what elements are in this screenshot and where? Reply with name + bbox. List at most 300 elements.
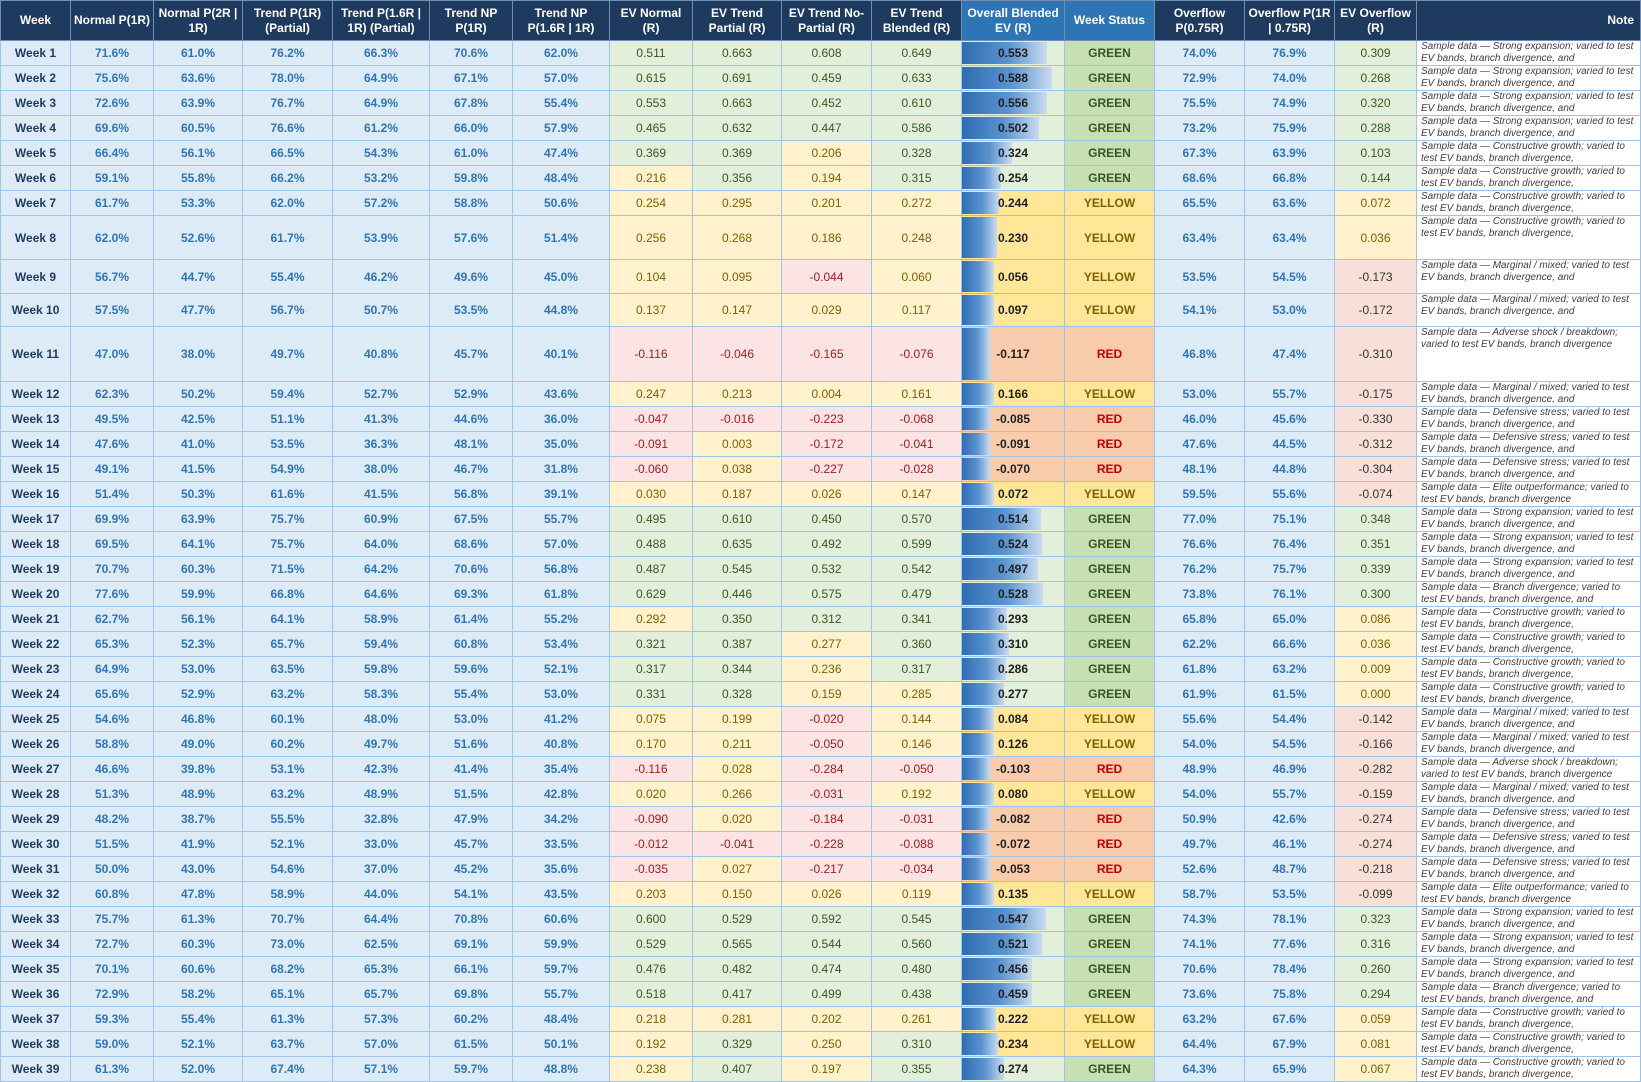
cell-note[interactable]: Sample data — Constructive growth; varied to test EV bands, branch divergence,	[1417, 682, 1641, 707]
cell-trend-p16r[interactable]: 59.8%	[333, 657, 430, 682]
cell-trend-p1r[interactable]: 76.7%	[243, 91, 333, 116]
cell-normal-p2r[interactable]: 52.6%	[154, 216, 243, 260]
cell-trend-np-p1r[interactable]: 54.1%	[430, 882, 513, 907]
cell-ev-trend-blended[interactable]: 0.610	[872, 91, 962, 116]
cell-ev-trend-blended[interactable]: 0.117	[872, 294, 962, 327]
cell-ev-overflow[interactable]: -0.159	[1335, 782, 1417, 807]
cell-overall-blended-ev[interactable]	[962, 507, 1065, 532]
cell-overall-blended-ev[interactable]	[962, 607, 1065, 632]
cell-trend-p16r[interactable]: 40.8%	[333, 327, 430, 382]
cell-ev-overflow[interactable]: 0.081	[1335, 1032, 1417, 1057]
cell-normal-p2r[interactable]: 42.5%	[154, 407, 243, 432]
status-badge[interactable]: RED	[1065, 757, 1155, 782]
cell-overall-blended-ev[interactable]	[962, 191, 1065, 216]
cell-overflow-p1r[interactable]: 76.1%	[1245, 582, 1335, 607]
cell-ev-trend-no-partial[interactable]: 0.236	[782, 657, 872, 682]
cell-overflow-p1r[interactable]: 61.5%	[1245, 682, 1335, 707]
table-row[interactable]	[1, 507, 1641, 532]
cell-ev-trend-partial[interactable]: 0.147	[693, 294, 782, 327]
cell-overall-blended-ev[interactable]	[962, 707, 1065, 732]
cell-overflow-p1r[interactable]: 76.4%	[1245, 532, 1335, 557]
cell-week[interactable]: Week 21	[1, 607, 71, 632]
cell-ev-trend-partial[interactable]: 0.199	[693, 707, 782, 732]
cell-ev-trend-no-partial[interactable]: 0.026	[782, 882, 872, 907]
cell-ev-trend-blended[interactable]: 0.248	[872, 216, 962, 260]
cell-ev-normal[interactable]: 0.553	[610, 91, 693, 116]
table-row[interactable]	[1, 782, 1641, 807]
cell-trend-np-p16r[interactable]: 56.8%	[513, 557, 610, 582]
cell-trend-p1r[interactable]: 63.5%	[243, 657, 333, 682]
cell-week[interactable]: Week 15	[1, 457, 71, 482]
cell-ev-trend-no-partial[interactable]: 0.452	[782, 91, 872, 116]
cell-trend-p16r[interactable]: 38.0%	[333, 457, 430, 482]
cell-trend-np-p16r[interactable]: 43.5%	[513, 882, 610, 907]
cell-trend-np-p16r[interactable]: 48.8%	[513, 1057, 610, 1082]
table-row[interactable]	[1, 832, 1641, 857]
cell-week[interactable]: Week 16	[1, 482, 71, 507]
cell-overflow-p075r[interactable]: 77.0%	[1155, 507, 1245, 532]
status-badge[interactable]: YELLOW	[1065, 191, 1155, 216]
cell-ev-overflow[interactable]: 0.103	[1335, 141, 1417, 166]
cell-note[interactable]: Sample data — Defensive stress; varied to test EV bands, branch divergence, and	[1417, 857, 1641, 882]
cell-normal-p1r[interactable]: 61.3%	[71, 1057, 154, 1082]
cell-ev-normal[interactable]: 0.476	[610, 957, 693, 982]
cell-note[interactable]: Sample data — Marginal / mixed; varied to test EV bands, branch divergence, and	[1417, 782, 1641, 807]
cell-note[interactable]: Sample data — Marginal / mixed; varied to test EV bands, branch divergence, and	[1417, 260, 1641, 294]
cell-normal-p2r[interactable]: 61.0%	[154, 41, 243, 66]
cell-ev-overflow[interactable]: 0.294	[1335, 982, 1417, 1007]
cell-ev-trend-partial[interactable]: 0.565	[693, 932, 782, 957]
cell-trend-p1r[interactable]: 76.2%	[243, 41, 333, 66]
cell-normal-p2r[interactable]: 56.1%	[154, 141, 243, 166]
cell-trend-np-p16r[interactable]: 48.4%	[513, 1007, 610, 1032]
cell-ev-normal[interactable]: 0.256	[610, 216, 693, 260]
cell-trend-p1r[interactable]: 64.1%	[243, 607, 333, 632]
cell-overall-blended-ev[interactable]	[962, 832, 1065, 857]
cell-normal-p1r[interactable]: 75.6%	[71, 66, 154, 91]
cell-overflow-p075r[interactable]: 46.8%	[1155, 327, 1245, 382]
cell-normal-p1r[interactable]: 69.5%	[71, 532, 154, 557]
cell-ev-trend-no-partial[interactable]: 0.544	[782, 932, 872, 957]
cell-ev-trend-partial[interactable]: 0.663	[693, 41, 782, 66]
cell-trend-np-p1r[interactable]: 47.9%	[430, 807, 513, 832]
cell-trend-np-p16r[interactable]: 31.8%	[513, 457, 610, 482]
cell-overflow-p1r[interactable]: 44.8%	[1245, 457, 1335, 482]
cell-ev-overflow[interactable]: 0.009	[1335, 657, 1417, 682]
cell-trend-p16r[interactable]: 64.0%	[333, 532, 430, 557]
cell-overflow-p1r[interactable]: 54.5%	[1245, 732, 1335, 757]
status-badge[interactable]: YELLOW	[1065, 732, 1155, 757]
status-badge[interactable]: GREEN	[1065, 141, 1155, 166]
cell-overall-blended-ev[interactable]	[962, 982, 1065, 1007]
cell-ev-overflow[interactable]: 0.300	[1335, 582, 1417, 607]
cell-overall-blended-ev[interactable]	[962, 632, 1065, 657]
cell-overall-blended-ev[interactable]	[962, 657, 1065, 682]
cell-overflow-p1r[interactable]: 74.0%	[1245, 66, 1335, 91]
cell-overall-blended-ev[interactable]	[962, 66, 1065, 91]
cell-ev-trend-no-partial[interactable]: -0.165	[782, 327, 872, 382]
cell-ev-overflow[interactable]: 0.260	[1335, 957, 1417, 982]
cell-trend-np-p1r[interactable]: 48.1%	[430, 432, 513, 457]
cell-normal-p1r[interactable]: 49.5%	[71, 407, 154, 432]
cell-ev-trend-no-partial[interactable]: -0.223	[782, 407, 872, 432]
cell-ev-trend-partial[interactable]: 0.344	[693, 657, 782, 682]
cell-ev-overflow[interactable]: -0.142	[1335, 707, 1417, 732]
cell-trend-np-p16r[interactable]: 47.4%	[513, 141, 610, 166]
cell-week[interactable]: Week 7	[1, 191, 71, 216]
cell-ev-trend-no-partial[interactable]: -0.031	[782, 782, 872, 807]
cell-trend-p1r[interactable]: 58.9%	[243, 882, 333, 907]
table-row[interactable]	[1, 607, 1641, 632]
status-badge[interactable]: GREEN	[1065, 116, 1155, 141]
cell-trend-p1r[interactable]: 78.0%	[243, 66, 333, 91]
cell-overflow-p075r[interactable]: 70.6%	[1155, 957, 1245, 982]
cell-ev-trend-no-partial[interactable]: 0.277	[782, 632, 872, 657]
cell-ev-trend-blended[interactable]: -0.034	[872, 857, 962, 882]
cell-normal-p2r[interactable]: 52.0%	[154, 1057, 243, 1082]
cell-ev-trend-no-partial[interactable]: -0.284	[782, 757, 872, 782]
cell-ev-trend-blended[interactable]: 0.261	[872, 1007, 962, 1032]
cell-overflow-p1r[interactable]: 74.9%	[1245, 91, 1335, 116]
cell-trend-p1r[interactable]: 67.4%	[243, 1057, 333, 1082]
cell-normal-p2r[interactable]: 39.8%	[154, 757, 243, 782]
cell-normal-p1r[interactable]: 51.3%	[71, 782, 154, 807]
cell-overflow-p075r[interactable]: 73.2%	[1155, 116, 1245, 141]
cell-trend-p16r[interactable]: 53.2%	[333, 166, 430, 191]
cell-normal-p2r[interactable]: 49.0%	[154, 732, 243, 757]
cell-ev-normal[interactable]: 0.292	[610, 607, 693, 632]
cell-trend-p16r[interactable]: 32.8%	[333, 807, 430, 832]
cell-overflow-p075r[interactable]: 76.2%	[1155, 557, 1245, 582]
cell-overflow-p1r[interactable]: 48.7%	[1245, 857, 1335, 882]
cell-overflow-p075r[interactable]: 47.6%	[1155, 432, 1245, 457]
cell-trend-p16r[interactable]: 41.5%	[333, 482, 430, 507]
cell-note[interactable]: Sample data — Strong expansion; varied to test EV bands, branch divergence, and	[1417, 507, 1641, 532]
cell-ev-overflow[interactable]: -0.099	[1335, 882, 1417, 907]
table-row[interactable]	[1, 1007, 1641, 1032]
table-row[interactable]	[1, 191, 1641, 216]
cell-trend-p1r[interactable]: 66.2%	[243, 166, 333, 191]
cell-ev-normal[interactable]: 0.488	[610, 532, 693, 557]
cell-overflow-p1r[interactable]: 47.4%	[1245, 327, 1335, 382]
cell-overall-blended-ev[interactable]	[962, 582, 1065, 607]
table-row[interactable]	[1, 757, 1641, 782]
cell-overall-blended-ev[interactable]	[962, 407, 1065, 432]
cell-trend-np-p1r[interactable]: 70.6%	[430, 41, 513, 66]
cell-normal-p1r[interactable]: 61.7%	[71, 191, 154, 216]
cell-overall-blended-ev[interactable]	[962, 91, 1065, 116]
cell-overflow-p075r[interactable]: 67.3%	[1155, 141, 1245, 166]
cell-note[interactable]: Sample data — Constructive growth; varied to test EV bands, branch divergence,	[1417, 216, 1641, 260]
cell-normal-p2r[interactable]: 61.3%	[154, 907, 243, 932]
table-row[interactable]	[1, 66, 1641, 91]
cell-ev-normal[interactable]: 0.170	[610, 732, 693, 757]
cell-trend-np-p16r[interactable]: 42.8%	[513, 782, 610, 807]
cell-overflow-p1r[interactable]: 75.8%	[1245, 982, 1335, 1007]
cell-week[interactable]: Week 5	[1, 141, 71, 166]
cell-ev-trend-blended[interactable]: 0.542	[872, 557, 962, 582]
cell-normal-p2r[interactable]: 44.7%	[154, 260, 243, 294]
cell-normal-p2r[interactable]: 52.3%	[154, 632, 243, 657]
table-row[interactable]	[1, 91, 1641, 116]
cell-ev-trend-blended[interactable]: 0.560	[872, 932, 962, 957]
cell-trend-np-p1r[interactable]: 51.5%	[430, 782, 513, 807]
cell-trend-np-p16r[interactable]: 50.1%	[513, 1032, 610, 1057]
cell-normal-p1r[interactable]: 75.7%	[71, 907, 154, 932]
cell-trend-np-p16r[interactable]: 35.6%	[513, 857, 610, 882]
cell-normal-p1r[interactable]: 65.6%	[71, 682, 154, 707]
cell-normal-p1r[interactable]: 57.5%	[71, 294, 154, 327]
cell-ev-trend-no-partial[interactable]: 0.492	[782, 532, 872, 557]
cell-trend-np-p16r[interactable]: 50.6%	[513, 191, 610, 216]
cell-ev-trend-blended[interactable]: 0.633	[872, 66, 962, 91]
cell-overall-blended-ev[interactable]	[962, 932, 1065, 957]
cell-trend-np-p16r[interactable]: 36.0%	[513, 407, 610, 432]
cell-trend-p1r[interactable]: 61.3%	[243, 1007, 333, 1032]
cell-ev-normal[interactable]: 0.192	[610, 1032, 693, 1057]
cell-overall-blended-ev[interactable]	[962, 432, 1065, 457]
cell-trend-np-p1r[interactable]: 69.1%	[430, 932, 513, 957]
cell-note[interactable]: Sample data — Strong expansion; varied to test EV bands, branch divergence, and	[1417, 91, 1641, 116]
cell-normal-p1r[interactable]: 72.9%	[71, 982, 154, 1007]
cell-trend-p16r[interactable]: 57.3%	[333, 1007, 430, 1032]
cell-trend-np-p1r[interactable]: 45.2%	[430, 857, 513, 882]
cell-overflow-p1r[interactable]: 66.6%	[1245, 632, 1335, 657]
col-header-notes[interactable]: Note	[1417, 1, 1641, 41]
cell-normal-p1r[interactable]: 47.0%	[71, 327, 154, 382]
cell-overflow-p1r[interactable]: 55.7%	[1245, 382, 1335, 407]
cell-overflow-p075r[interactable]: 54.1%	[1155, 294, 1245, 327]
table-row[interactable]	[1, 682, 1641, 707]
cell-ev-normal[interactable]: 0.247	[610, 382, 693, 407]
cell-ev-overflow[interactable]: -0.312	[1335, 432, 1417, 457]
cell-trend-np-p16r[interactable]: 62.0%	[513, 41, 610, 66]
cell-trend-p16r[interactable]: 50.7%	[333, 294, 430, 327]
status-badge[interactable]: YELLOW	[1065, 294, 1155, 327]
cell-overall-blended-ev[interactable]	[962, 807, 1065, 832]
cell-normal-p2r[interactable]: 63.9%	[154, 507, 243, 532]
cell-ev-trend-partial[interactable]: 0.095	[693, 260, 782, 294]
cell-ev-trend-blended[interactable]: 0.144	[872, 707, 962, 732]
cell-ev-trend-partial[interactable]: 0.187	[693, 482, 782, 507]
cell-normal-p2r[interactable]: 52.1%	[154, 1032, 243, 1057]
cell-week[interactable]: Week 19	[1, 557, 71, 582]
cell-ev-trend-partial[interactable]: 0.417	[693, 982, 782, 1007]
cell-overflow-p075r[interactable]: 48.9%	[1155, 757, 1245, 782]
cell-trend-np-p1r[interactable]: 53.0%	[430, 707, 513, 732]
cell-overall-blended-ev[interactable]	[962, 166, 1065, 191]
table-row[interactable]	[1, 141, 1641, 166]
cell-ev-overflow[interactable]: -0.173	[1335, 260, 1417, 294]
cell-overflow-p075r[interactable]: 65.5%	[1155, 191, 1245, 216]
col-header-overflow-p075r[interactable]: Overflow P(0.75R)	[1155, 1, 1245, 41]
cell-ev-trend-no-partial[interactable]: 0.206	[782, 141, 872, 166]
cell-normal-p2r[interactable]: 48.9%	[154, 782, 243, 807]
cell-ev-overflow[interactable]: -0.166	[1335, 732, 1417, 757]
col-header-trend-np-p16r[interactable]: Trend NP P(1.6R | 1R)	[513, 1, 610, 41]
cell-week[interactable]: Week 13	[1, 407, 71, 432]
cell-ev-normal[interactable]: 0.254	[610, 191, 693, 216]
cell-normal-p2r[interactable]: 53.0%	[154, 657, 243, 682]
cell-normal-p1r[interactable]: 70.7%	[71, 557, 154, 582]
cell-overflow-p1r[interactable]: 78.1%	[1245, 907, 1335, 932]
cell-overall-blended-ev[interactable]	[962, 757, 1065, 782]
cell-note[interactable]: Sample data — Branch divergence; varied to test EV bands, branch divergence, and	[1417, 582, 1641, 607]
cell-ev-trend-no-partial[interactable]: 0.499	[782, 982, 872, 1007]
cell-ev-trend-blended[interactable]: 0.355	[872, 1057, 962, 1082]
cell-trend-np-p1r[interactable]: 59.6%	[430, 657, 513, 682]
cell-trend-p16r[interactable]: 64.9%	[333, 66, 430, 91]
cell-note[interactable]: Sample data — Elite outperformance; varied to test EV bands, branch divergence	[1417, 882, 1641, 907]
cell-normal-p1r[interactable]: 58.8%	[71, 732, 154, 757]
cell-ev-trend-partial[interactable]: 0.482	[693, 957, 782, 982]
cell-ev-overflow[interactable]: -0.282	[1335, 757, 1417, 782]
cell-ev-normal[interactable]: -0.091	[610, 432, 693, 457]
cell-trend-p16r[interactable]: 57.0%	[333, 1032, 430, 1057]
cell-overflow-p1r[interactable]: 46.9%	[1245, 757, 1335, 782]
cell-ev-overflow[interactable]: -0.218	[1335, 857, 1417, 882]
cell-overflow-p1r[interactable]: 67.9%	[1245, 1032, 1335, 1057]
cell-trend-np-p1r[interactable]: 56.8%	[430, 482, 513, 507]
cell-overflow-p1r[interactable]: 55.6%	[1245, 482, 1335, 507]
cell-trend-p16r[interactable]: 52.7%	[333, 382, 430, 407]
cell-week[interactable]: Week 12	[1, 382, 71, 407]
cell-normal-p1r[interactable]: 65.3%	[71, 632, 154, 657]
status-badge[interactable]: YELLOW	[1065, 216, 1155, 260]
table-row[interactable]	[1, 907, 1641, 932]
cell-week[interactable]: Week 11	[1, 327, 71, 382]
cell-trend-np-p16r[interactable]: 57.0%	[513, 532, 610, 557]
cell-normal-p1r[interactable]: 70.1%	[71, 957, 154, 982]
table-row[interactable]	[1, 457, 1641, 482]
cell-week[interactable]: Week 35	[1, 957, 71, 982]
cell-week[interactable]: Week 10	[1, 294, 71, 327]
cell-ev-overflow[interactable]: -0.172	[1335, 294, 1417, 327]
cell-ev-trend-no-partial[interactable]: 0.250	[782, 1032, 872, 1057]
table-row[interactable]	[1, 557, 1641, 582]
cell-overflow-p075r[interactable]: 59.5%	[1155, 482, 1245, 507]
cell-normal-p1r[interactable]: 60.8%	[71, 882, 154, 907]
cell-trend-np-p1r[interactable]: 66.1%	[430, 957, 513, 982]
cell-normal-p1r[interactable]: 51.4%	[71, 482, 154, 507]
table-row[interactable]	[1, 982, 1641, 1007]
status-badge[interactable]: GREEN	[1065, 166, 1155, 191]
cell-trend-p1r[interactable]: 75.7%	[243, 532, 333, 557]
cell-ev-trend-no-partial[interactable]: 0.197	[782, 1057, 872, 1082]
table-row[interactable]	[1, 957, 1641, 982]
cell-trend-np-p1r[interactable]: 69.3%	[430, 582, 513, 607]
cell-ev-overflow[interactable]: -0.074	[1335, 482, 1417, 507]
col-header-normal-p1r[interactable]: Normal P(1R)	[71, 1, 154, 41]
cell-overflow-p1r[interactable]: 75.9%	[1245, 116, 1335, 141]
cell-trend-np-p16r[interactable]: 57.9%	[513, 116, 610, 141]
cell-ev-trend-no-partial[interactable]: 0.201	[782, 191, 872, 216]
cell-overflow-p075r[interactable]: 53.0%	[1155, 382, 1245, 407]
cell-ev-trend-blended[interactable]: 0.147	[872, 482, 962, 507]
cell-trend-np-p16r[interactable]: 48.4%	[513, 166, 610, 191]
table-row[interactable]	[1, 857, 1641, 882]
cell-trend-np-p1r[interactable]: 69.8%	[430, 982, 513, 1007]
cell-trend-p1r[interactable]: 62.0%	[243, 191, 333, 216]
cell-note[interactable]: Sample data — Constructive growth; varied to test EV bands, branch divergence,	[1417, 657, 1641, 682]
cell-ev-trend-no-partial[interactable]: 0.532	[782, 557, 872, 582]
cell-ev-overflow[interactable]: -0.304	[1335, 457, 1417, 482]
cell-normal-p1r[interactable]: 47.6%	[71, 432, 154, 457]
cell-note[interactable]: Sample data — Branch divergence; varied to test EV bands, branch divergence, and	[1417, 982, 1641, 1007]
cell-overflow-p075r[interactable]: 61.9%	[1155, 682, 1245, 707]
cell-ev-normal[interactable]: 0.331	[610, 682, 693, 707]
cell-trend-np-p1r[interactable]: 57.6%	[430, 216, 513, 260]
cell-note[interactable]: Sample data — Strong expansion; varied to test EV bands, branch divergence, and	[1417, 907, 1641, 932]
cell-trend-p16r[interactable]: 58.3%	[333, 682, 430, 707]
cell-ev-trend-blended[interactable]: -0.041	[872, 432, 962, 457]
cell-ev-trend-partial[interactable]: -0.041	[693, 832, 782, 857]
cell-trend-np-p16r[interactable]: 33.5%	[513, 832, 610, 857]
cell-trend-p1r[interactable]: 63.2%	[243, 682, 333, 707]
cell-trend-p16r[interactable]: 48.9%	[333, 782, 430, 807]
cell-note[interactable]: Sample data — Defensive stress; varied to test EV bands, branch divergence, and	[1417, 832, 1641, 857]
cell-trend-np-p1r[interactable]: 66.0%	[430, 116, 513, 141]
cell-normal-p1r[interactable]: 62.7%	[71, 607, 154, 632]
cell-trend-np-p1r[interactable]: 68.6%	[430, 532, 513, 557]
cell-ev-trend-no-partial[interactable]: 0.186	[782, 216, 872, 260]
cell-trend-p1r[interactable]: 49.7%	[243, 327, 333, 382]
cell-ev-trend-partial[interactable]: 0.027	[693, 857, 782, 882]
table-row[interactable]	[1, 532, 1641, 557]
cell-week[interactable]: Week 36	[1, 982, 71, 1007]
cell-normal-p2r[interactable]: 43.0%	[154, 857, 243, 882]
cell-ev-overflow[interactable]: 0.144	[1335, 166, 1417, 191]
cell-ev-normal[interactable]: 0.216	[610, 166, 693, 191]
cell-ev-trend-partial[interactable]: 0.295	[693, 191, 782, 216]
cell-normal-p2r[interactable]: 60.6%	[154, 957, 243, 982]
cell-trend-p16r[interactable]: 62.5%	[333, 932, 430, 957]
cell-trend-np-p16r[interactable]: 60.6%	[513, 907, 610, 932]
cell-ev-trend-blended[interactable]: 0.328	[872, 141, 962, 166]
cell-trend-np-p1r[interactable]: 44.6%	[430, 407, 513, 432]
cell-ev-trend-partial[interactable]: 0.663	[693, 91, 782, 116]
cell-ev-normal[interactable]: 0.137	[610, 294, 693, 327]
cell-trend-np-p1r[interactable]: 67.5%	[430, 507, 513, 532]
cell-trend-p16r[interactable]: 53.9%	[333, 216, 430, 260]
cell-trend-np-p1r[interactable]: 59.7%	[430, 1057, 513, 1082]
table-row[interactable]	[1, 582, 1641, 607]
cell-trend-p1r[interactable]: 51.1%	[243, 407, 333, 432]
cell-overflow-p075r[interactable]: 61.8%	[1155, 657, 1245, 682]
cell-overflow-p1r[interactable]: 66.8%	[1245, 166, 1335, 191]
cell-ev-trend-blended[interactable]: 0.649	[872, 41, 962, 66]
col-header-trend-p16r[interactable]: Trend P(1.6R | 1R) (Partial)	[333, 1, 430, 41]
cell-trend-p1r[interactable]: 55.5%	[243, 807, 333, 832]
cell-week[interactable]: Week 18	[1, 532, 71, 557]
cell-week[interactable]: Week 39	[1, 1057, 71, 1082]
cell-trend-p16r[interactable]: 37.0%	[333, 857, 430, 882]
cell-week[interactable]: Week 6	[1, 166, 71, 191]
cell-ev-trend-no-partial[interactable]: 0.029	[782, 294, 872, 327]
cell-normal-p2r[interactable]: 59.9%	[154, 582, 243, 607]
table-row[interactable]	[1, 216, 1641, 260]
cell-ev-overflow[interactable]: 0.036	[1335, 632, 1417, 657]
cell-trend-np-p16r[interactable]: 51.4%	[513, 216, 610, 260]
cell-overflow-p075r[interactable]: 52.6%	[1155, 857, 1245, 882]
cell-overflow-p1r[interactable]: 54.5%	[1245, 260, 1335, 294]
cell-normal-p2r[interactable]: 47.7%	[154, 294, 243, 327]
cell-overall-blended-ev[interactable]	[962, 682, 1065, 707]
cell-trend-np-p16r[interactable]: 59.7%	[513, 957, 610, 982]
cell-week[interactable]: Week 31	[1, 857, 71, 882]
cell-note[interactable]: Sample data — Constructive growth; varied to test EV bands, branch divergence,	[1417, 141, 1641, 166]
cell-overflow-p1r[interactable]: 63.6%	[1245, 191, 1335, 216]
